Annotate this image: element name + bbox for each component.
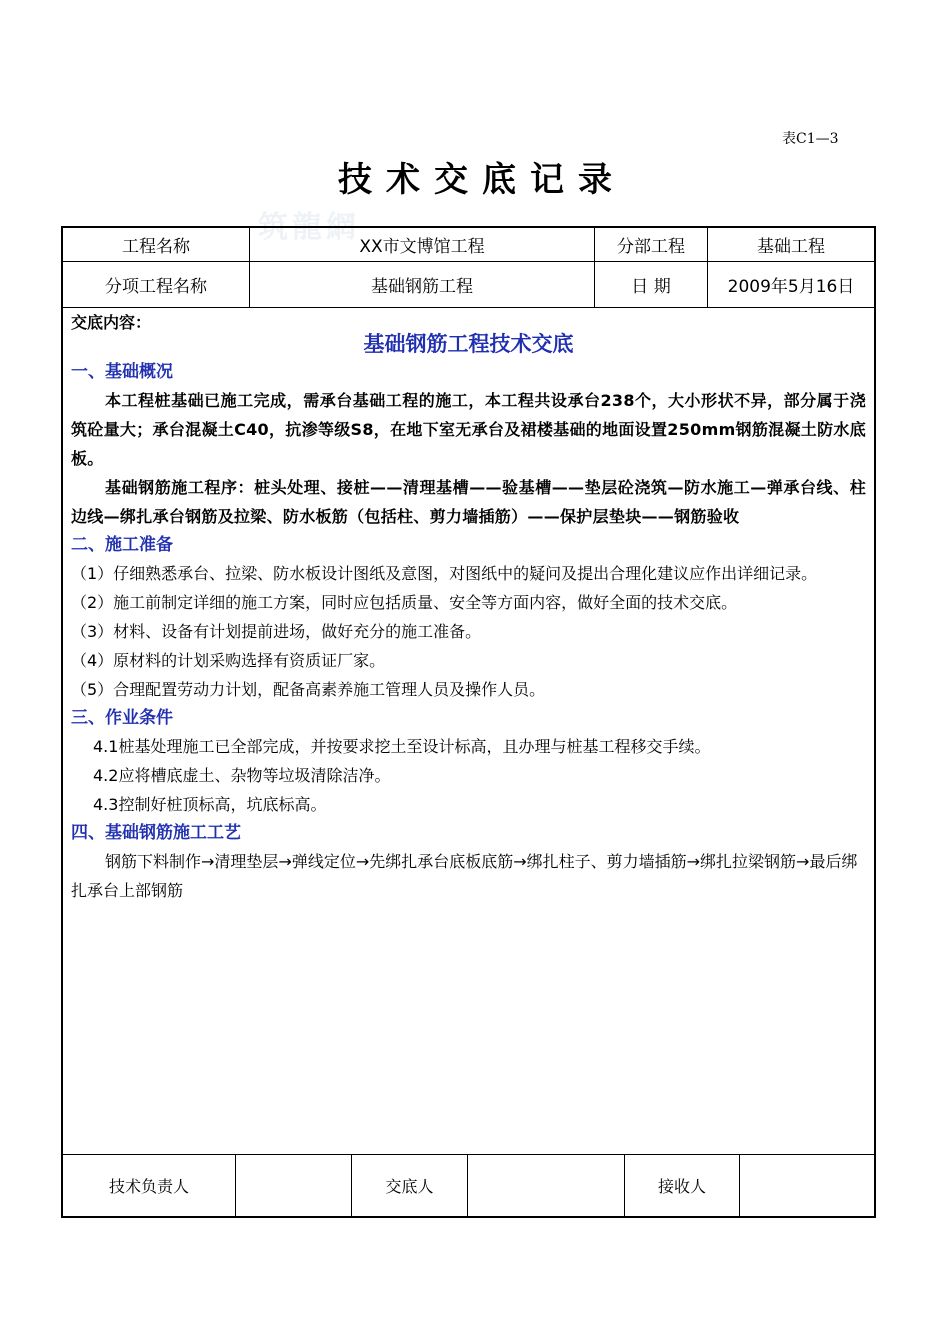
section-2-item: （3）材料、设备有计划提前进场，做好充分的施工准备。 <box>71 622 482 641</box>
section-4-heading: 四、基础钢筋施工工艺 <box>71 823 241 843</box>
project-name-label: 工程名称 <box>63 228 250 261</box>
watermark: 筑龍網 <box>258 210 360 245</box>
section-2-heading: 二、施工准备 <box>71 535 173 555</box>
section-2-item: （5）合理配置劳动力计划，配备高素养施工管理人员及操作人员。 <box>71 680 546 699</box>
discloser-signature <box>468 1155 625 1216</box>
document-title: 技术交底记录 <box>338 160 626 200</box>
discloser-label: 交底人 <box>352 1155 468 1216</box>
subitem-label: 分项工程名称 <box>63 262 250 307</box>
tech-lead-label: 技术负责人 <box>63 1155 236 1216</box>
section-4-paragraph: 钢筋下料制作→清理垫层→弹线定位→先绑扎承台底板底筋→绑扎柱子、剪力墙插筋→绑扎拉梁钢筋→最后绑扎承台上部钢筋 <box>71 852 858 900</box>
section-2-item: （4）原材料的计划采购选择有资质证厂家。 <box>71 651 386 670</box>
date-label: 日 期 <box>595 262 708 307</box>
division-value: 基础工程 <box>757 237 825 257</box>
section-2-item: （2）施工前制定详细的施工方案，同时应包括质量、安全等方面内容，做好全面的技术交底。 <box>71 593 738 612</box>
subitem-value: 基础钢筋工程 <box>250 262 595 307</box>
section-3-item: 4.1桩基处理施工已全部完成，并按要求挖土至设计标高，且办理与桩基工程移交手续。 <box>93 737 711 756</box>
content-label: 交底内容： <box>71 313 152 332</box>
receiver-signature <box>740 1155 874 1216</box>
section-1-heading: 一、基础概况 <box>71 362 173 382</box>
date-value: 2009年5月16日 <box>727 277 855 297</box>
tech-lead-signature <box>236 1155 352 1216</box>
section-1-paragraph-1: 本工程桩基础已施工完成，需承台基础工程的施工，本工程共设承台238个，大小形状不异，部分属于浇筑砼量大；承台混凝土C40，抗渗等级S8，在地下室无承台及裙楼基础的地面设置250mm钢筋混凝土防水底板。 <box>71 391 866 468</box>
content-main-title: 基础钢筋工程技术交底 <box>363 332 574 356</box>
disclosure-content <box>63 308 874 1154</box>
section-3-item: 4.2应将槽底虚土、杂物等垃圾清除洁净。 <box>93 766 391 785</box>
disclosure-form <box>61 226 876 1218</box>
division-label: 分部工程 <box>595 228 708 261</box>
project-name-value: XX市文博馆工程 <box>250 228 595 261</box>
section-1-paragraph-2: 基础钢筋施工程序：桩头处理、接桩——清理基槽——验基槽——垫层砼浇筑—防水施工—弹承台线、柱边线—绑扎承台钢筋及拉梁、防水板筋（包括柱、剪力墙插筋）——保护层垫块——钢筋验收 <box>71 478 866 526</box>
receiver-label: 接收人 <box>625 1155 740 1216</box>
form-code: 表C1—3 <box>782 131 839 147</box>
section-3-heading: 三、作业条件 <box>71 708 173 728</box>
section-2-item: （1）仔细熟悉承台、拉梁、防水板设计图纸及意图，对图纸中的疑问及提出合理化建议应作出详细记录。 <box>71 564 818 583</box>
header-row-2 <box>63 262 874 308</box>
header-row-1 <box>63 228 874 262</box>
signature-row <box>63 1154 874 1216</box>
section-3-item: 4.3控制好桩顶标高，坑底标高。 <box>93 795 327 814</box>
